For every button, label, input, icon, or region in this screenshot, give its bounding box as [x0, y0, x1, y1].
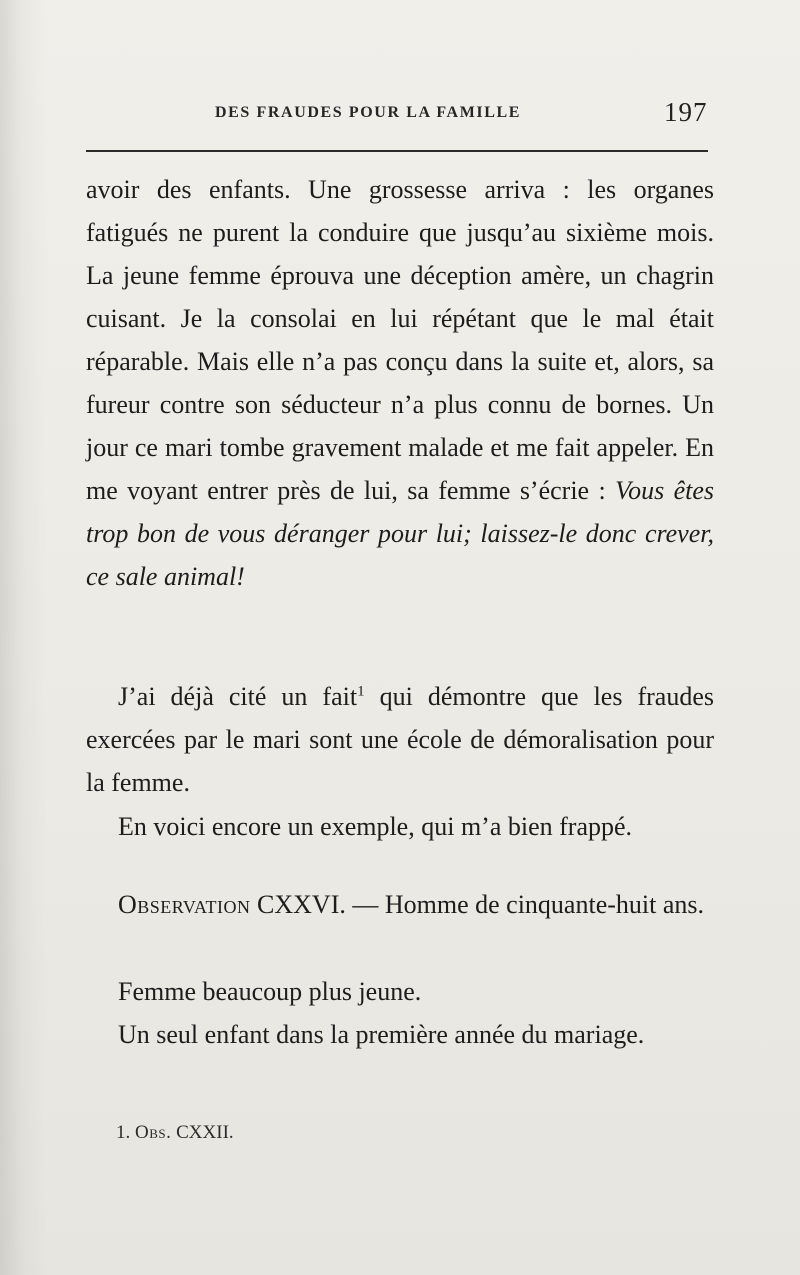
header-rule	[86, 150, 708, 152]
paragraph-1	[86, 168, 714, 598]
footnote	[116, 1122, 234, 1144]
footnote-abbrev: Obs.	[135, 1122, 172, 1143]
paragraph-3-text: En voici encore un exemple, qui m’a bien frappé.	[118, 812, 633, 841]
footnote-marker: 1.	[116, 1122, 131, 1143]
paragraph-1-text: avoir des enfants. Une grossesse arriva : les organes fatigués ne purent la conduire que jusqu’au sixième mois. La jeune femme éprouva une déception amère, un chagrin cuisant. Je la consolai en lui répétant que le mal était réparable. Mais elle n’a pas conçu dans la suite et, alors, sa fureur contre son séducteur n’a plus connu de bornes. Un jour ce mari tombe gravement malade et me fait appeler. En me voyant entrer près de lui, sa femme s’écrie :	[86, 175, 714, 505]
paragraph-2-text-before: J’ai déjà cité un fait	[118, 682, 358, 711]
paragraph-3	[86, 805, 714, 848]
footnote-ref: CXXII.	[176, 1122, 234, 1143]
paragraph-5-text: Femme beaucoup plus jeune.	[118, 977, 422, 1006]
paragraph-2	[86, 675, 714, 804]
quoted-exclamation: Vous êtes trop bon de vous déranger pour lui; laissez-le donc crever, ce sale animal!	[86, 476, 714, 591]
paragraph-6-text: Un seul enfant dans la première année du mariage.	[118, 1020, 645, 1049]
page-number: 197	[664, 97, 708, 127]
observation-text: CXXVI. — Homme de cinquante-huit ans.	[250, 890, 704, 919]
observation-label: Observation	[118, 890, 251, 919]
paragraph-6	[86, 1013, 714, 1056]
footnote-reference: 1	[357, 683, 365, 700]
running-title: DES FRAUDES POUR LA FAMILLE	[215, 104, 522, 121]
paragraph-2-text-after: qui démontre que les fraudes exercées par le mari sont une école de démoralisation pour la femme.	[86, 682, 714, 797]
paragraph-5	[86, 970, 714, 1013]
observation-heading	[86, 883, 714, 926]
